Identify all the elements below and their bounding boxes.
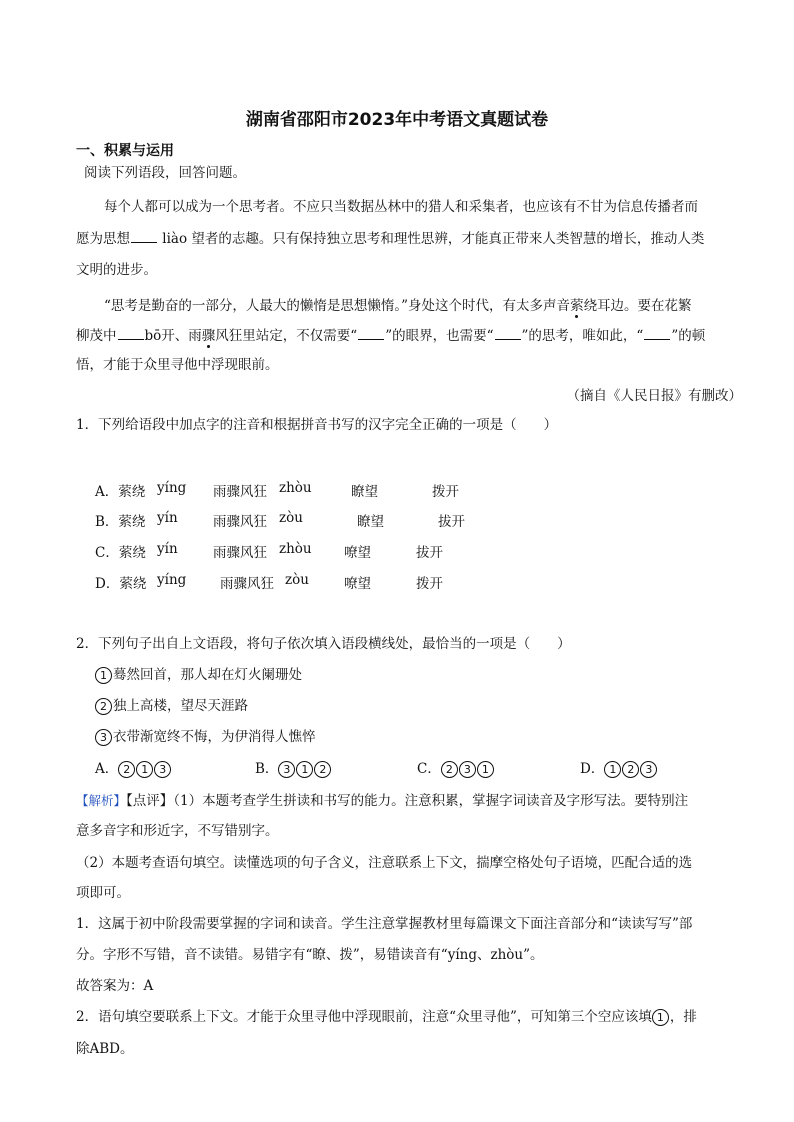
option-word: 拔开 [416,545,443,561]
analysis-text: 2．语句填空要联系上下文。才能于众里寻他中浮现眼前，注意“众里寻他”，可知第三个空应该填 [76,1009,652,1025]
option-pinyin: zòu [285,572,309,588]
passage-source: （摘自《人民日报》有删改） [566,388,742,404]
passage-text: 绕耳边。要在花繁 [583,298,692,314]
intro-text: 阅读下列语段，回答问题。 [84,165,246,181]
passage-text: 愿为思想 [76,231,130,247]
answer-line: 故答案为：A [76,978,154,994]
circled-number: 1 [652,1009,669,1026]
option-pinyin: yíng [157,572,187,588]
circled-number: 3 [278,761,295,778]
option-letter: C． [95,545,119,561]
option-pinyin: zòu [279,510,303,526]
circled-number: 3 [459,761,476,778]
circled-number: 3 [640,761,657,778]
option-pinyin: zhòu [279,541,312,557]
analysis-text: ，排 [669,1009,697,1025]
analysis-tag: 【解析】 [76,793,127,808]
option-word: 拔开 [438,514,465,530]
option-letter: D． [95,576,120,592]
option-word: 瞭望 [351,484,378,500]
circled-number: 1 [477,761,494,778]
choice-letter: D． [580,761,605,777]
circled-number: 1 [604,761,621,778]
option-pinyin: yín [157,510,178,526]
option-word: 萦绕 [119,576,147,592]
circled-number: 1 [296,761,313,778]
circled-number: 2 [314,761,331,778]
option-pinyin: zhòu [279,480,312,496]
sentence-text: 独上高楼，望尽天涯路 [113,698,248,714]
circled-number: 3 [154,761,171,778]
analysis-line [76,1007,697,1027]
analysis-line: 1．这属于初中阶段需要掌握的字词和读音。学生注意掌握教材里每篇课文下面注音部分和“读读写写”部 [76,916,693,932]
question-1-stem: 1．下列给语段中加点字的注音和根据拼音书写的汉字完全正确的一项是（ ） [76,417,558,433]
analysis-line: 意多音字和形近字，不写错别字。 [76,823,279,839]
passage-text: ”的眼界，也需要“ [385,328,494,344]
q2-sentence [95,727,316,747]
analysis-line [76,791,688,811]
passage-text: bō开、雨 [144,328,202,344]
circled-number: 2 [118,761,135,778]
dotted-char: 萦 [570,298,584,314]
option-letter: B． [95,514,119,530]
passage-line [76,326,705,346]
sentence-text: 蓦然回首，那人却在灯火阑珊处 [113,667,302,683]
circled-number: 2 [622,761,639,778]
passage-text: ”的思考，唯如此，“ [521,328,644,344]
option-word: 拨开 [416,576,443,592]
choice-letter: A． [95,761,119,777]
question-2-stem: 2．下列句子出自上文语段，将句子依次填入语段横线处，最恰当的一项是（ ） [76,636,571,652]
circled-number: 3 [95,729,112,746]
page-title: 湖南省邵阳市2023年中考语文真题试卷 [245,110,549,130]
sentence-text: 衣带渐宽终不悔，为伊消得人憔悴 [113,729,316,745]
analysis-line: 除ABD。 [76,1041,134,1057]
passage-line: 悟，才能于众里寻他中浮现眼前。 [76,357,279,373]
section-heading: 一、积累与运用 [76,143,174,159]
circled-number: 2 [95,698,112,715]
passage-text: 柳茂中 [76,328,117,344]
option-word: 雨骤风狂 [213,484,267,500]
choice-letter: B． [255,761,279,777]
blank-line [495,326,521,340]
option-word: 嘹望 [344,545,371,561]
dotted-char: 骤 [201,328,216,344]
passage-text: liào 望者的志趣。只有保持独立思考和理性思辨，才能真正带来人类智慧的增长，推动人类 [158,231,705,247]
q2-choice-a [95,759,172,779]
q1-option-b [95,510,465,530]
choice-letter: C． [417,761,441,777]
blank-line [358,326,384,340]
q1-option-d [95,572,443,592]
analysis-line: 项即可。 [76,885,130,901]
circled-number: 2 [441,761,458,778]
blank-line [118,326,144,340]
option-word: 雨骤风狂 [220,576,274,592]
q2-choice-d [580,759,658,779]
passage-line [76,229,704,249]
analysis-line: （2）本题考查语句填空。读懂选项的句子含义，注意联系上下文，揣摩空格处句子语境，匹配合适的选 [76,855,693,871]
q1-option-a [95,480,459,500]
passage-line [104,296,692,316]
option-word: 拨开 [432,484,459,500]
q2-choice-b [255,759,332,779]
q2-choice-c [417,759,495,779]
option-word: 瞭望 [357,514,384,530]
circled-number: 1 [136,761,153,778]
blank-line [131,229,157,243]
option-word: 萦绕 [118,514,146,530]
passage-text: “思考是勤奋的一部分，人最大的懒惰是思想懒惰。”身处这个时代，有太多声音 [104,298,571,314]
option-word: 雨骤风狂 [213,514,267,530]
passage-line: 文明的进步。 [76,262,157,278]
option-word: 萦绕 [118,545,146,561]
comment-tag: 【点评】 [126,793,174,809]
option-pinyin: yín [157,541,178,557]
option-pinyin: yíng [157,480,187,496]
option-word: 嘹望 [344,576,371,592]
passage-text: 风狂里站定，不仅需要“ [215,328,358,344]
option-word: 雨骤风狂 [213,545,267,561]
passage-text: ”的顿 [671,328,706,344]
blank-line [644,326,670,340]
analysis-text: （1）本题考查学生拼读和书写的能力。注意积累，掌握字词读音及字形写法。要特别注 [173,793,689,809]
passage-line: 每个人都可以成为一个思考者。不应只当数据丛林中的猎人和采集者，也应该有不甘为信息传播者而 [104,199,698,215]
circled-number: 1 [95,667,112,684]
option-word: 萦绕 [118,484,146,500]
q2-sentence [95,665,302,685]
analysis-line: 分。字形不写错，音不读错。易错字有“瞭、拨”，易错读音有“yíng、zhòu”。 [76,947,544,963]
q1-option-c [95,541,443,561]
q2-sentence [95,696,248,716]
option-letter: A． [95,484,119,500]
